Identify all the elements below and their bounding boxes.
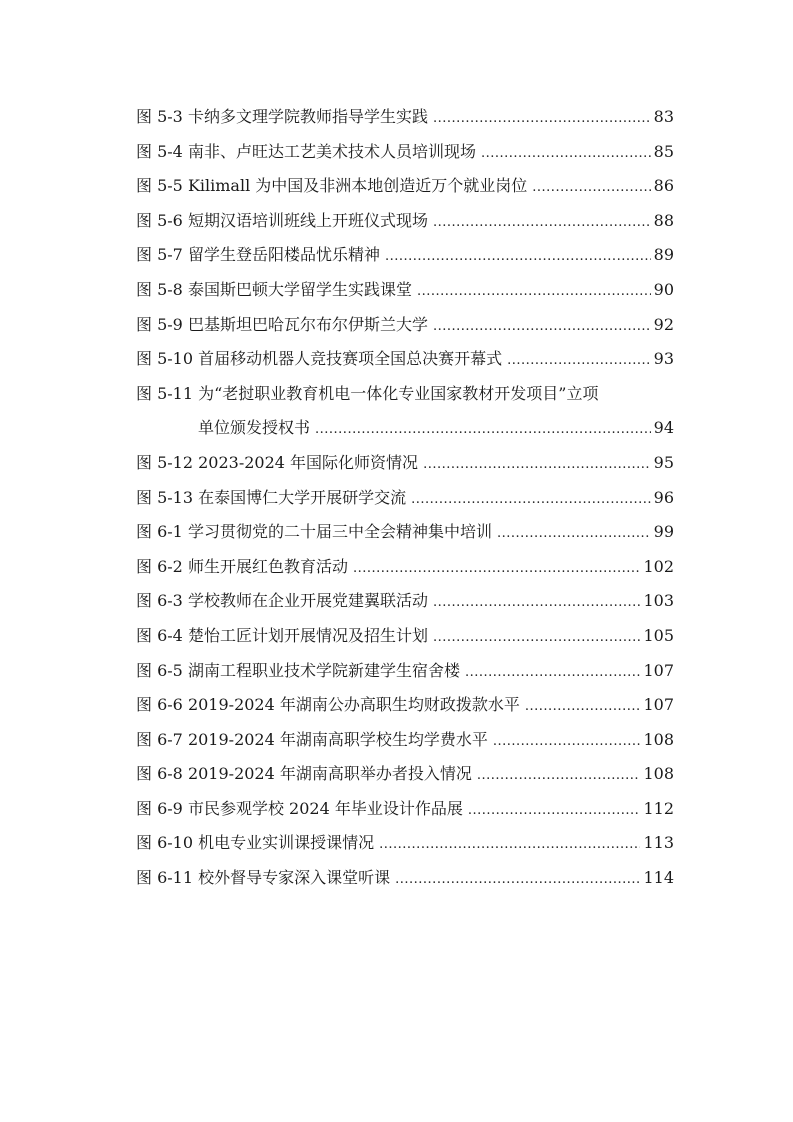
toc-entry-page: 92 [653, 314, 674, 334]
toc-entry-page: 90 [653, 279, 674, 299]
toc-entry-label: 图 6-3 学校教师在企业开展党建翼联活动 [136, 591, 428, 611]
toc-entry-label: 图 6-9 市民参观学校 2024 年毕业设计作品展 [136, 798, 463, 818]
toc-entry-page: 107 [643, 695, 674, 715]
toc-entry[interactable] [136, 100, 674, 135]
toc-entry-page: 108 [643, 729, 674, 749]
toc-entry[interactable] [136, 169, 674, 204]
toc-entry-page: 108 [643, 764, 674, 784]
toc-entry[interactable] [136, 757, 674, 792]
toc-entry-label: 图 5-7 留学生登岳阳楼品忧乐精神 [136, 245, 380, 265]
toc-entry-page: 112 [643, 798, 674, 818]
toc-entry[interactable] [136, 238, 674, 273]
toc-entry-page: 86 [653, 176, 674, 196]
toc-entry[interactable] [136, 584, 674, 619]
toc-entry-page: 93 [653, 349, 674, 369]
toc-entry-page: 94 [653, 418, 674, 438]
dot-leader [433, 621, 641, 656]
toc-entry-label: 图 6-6 2019-2024 年湖南公办高职生均财政拨款水平 [136, 695, 520, 715]
toc-entry-label: 图 6-4 楚怡工匠计划开展情况及招生计划 [136, 625, 428, 645]
dot-leader [395, 863, 640, 898]
dot-leader [423, 448, 651, 483]
toc-entry[interactable] [136, 481, 674, 516]
dot-leader [465, 656, 641, 691]
toc-entry[interactable] [136, 654, 674, 689]
dot-leader [433, 206, 651, 241]
toc-entry[interactable] [136, 308, 674, 343]
toc-entry-page: 88 [653, 210, 674, 230]
dot-leader [497, 517, 651, 552]
dot-leader [493, 725, 641, 760]
toc-entry[interactable] [136, 792, 674, 827]
toc-entry-label: 图 5-5 Kilimall 为中国及非洲本地创造近万个就业岗位 [136, 176, 528, 196]
toc-entry-label: 图 6-5 湖南工程职业技术学院新建学生宿舍楼 [136, 660, 460, 680]
toc-entry[interactable] [136, 688, 674, 723]
toc-entry[interactable] [136, 135, 674, 170]
toc-entry-label: 图 5-6 短期汉语培训班线上开班仪式现场 [136, 210, 428, 230]
toc-entry-label: 图 5-8 泰国斯巴顿大学留学生实践课堂 [136, 279, 412, 299]
dot-leader [481, 137, 651, 172]
toc-entry-page: 102 [643, 556, 674, 576]
toc-entry-page: 99 [653, 522, 674, 542]
toc-entry[interactable] [136, 550, 674, 585]
dot-leader [532, 171, 650, 206]
toc-entry[interactable] [136, 826, 674, 861]
toc-entry-page: 103 [643, 591, 674, 611]
dot-leader [433, 310, 651, 345]
toc-entry-label: 图 6-1 学习贯彻党的二十届三中全会精神集中培训 [136, 522, 492, 542]
toc-entry-label: 图 5-10 首届移动机器人竞技赛项全国总决赛开幕式 [136, 349, 503, 369]
toc-entry-page: 113 [643, 833, 674, 853]
dot-leader [468, 794, 641, 829]
toc-entry[interactable] [136, 446, 674, 481]
toc-entry[interactable] [136, 342, 674, 377]
toc-entry-first-line[interactable] [136, 377, 674, 412]
dot-leader [379, 828, 640, 863]
toc-entry[interactable] [136, 619, 674, 654]
toc-entry-page: 114 [643, 868, 674, 888]
dot-leader [433, 586, 641, 621]
toc-entry-label: 图 5-12 2023-2024 年国际化师资情况 [136, 452, 419, 472]
toc-entry-label: 图 6-10 机电专业实训课授课情况 [136, 833, 375, 853]
toc-entry-label: 图 6-2 师生开展红色教育活动 [136, 556, 348, 576]
dot-leader [525, 690, 641, 725]
toc-entry-page: 85 [653, 141, 674, 161]
toc-entry-label: 图 6-7 2019-2024 年湖南高职学校生均学费水平 [136, 729, 488, 749]
dot-leader [433, 102, 651, 137]
toc-entry-label: 图 5-3 卡纳多文理学院教师指导学生实践 [136, 107, 428, 126]
toc-entry-page: 96 [653, 487, 674, 507]
dot-leader [411, 483, 651, 518]
dot-leader [315, 413, 651, 448]
table-of-figures [136, 100, 674, 896]
dot-leader [385, 240, 651, 275]
toc-entry-label: 图 6-8 2019-2024 年湖南高职举办者投入情况 [136, 764, 472, 784]
toc-entry-page: 95 [653, 452, 674, 472]
toc-entry-label: 图 5-11 为“老挝职业教育机电一体化专业国家教材开发项目”立项 [136, 383, 599, 403]
dot-leader [507, 344, 651, 379]
dot-leader [477, 759, 641, 794]
toc-entry-page: 105 [643, 625, 674, 645]
toc-entry-page: 107 [643, 660, 674, 680]
toc-entry[interactable] [136, 273, 674, 308]
toc-entry[interactable] [136, 861, 674, 896]
toc-entry-label: 单位颁发授权书 [198, 418, 311, 438]
toc-entry-label: 图 5-4 南非、卢旺达工艺美术技术人员培训现场 [136, 141, 476, 161]
toc-entry-page: 83 [653, 107, 674, 126]
toc-entry[interactable] [136, 723, 674, 758]
dot-leader [353, 552, 641, 587]
toc-entry-continuation[interactable] [136, 411, 674, 446]
toc-entry[interactable] [136, 515, 674, 550]
toc-entry-label: 图 5-9 巴基斯坦巴哈瓦尔布尔伊斯兰大学 [136, 314, 428, 334]
toc-entry-label: 图 5-13 在泰国博仁大学开展研学交流 [136, 487, 407, 507]
toc-entry[interactable] [136, 204, 674, 239]
dot-leader [417, 275, 651, 310]
toc-entry-label: 图 6-11 校外督导专家深入课堂听课 [136, 868, 391, 888]
toc-entry-page: 89 [653, 245, 674, 265]
